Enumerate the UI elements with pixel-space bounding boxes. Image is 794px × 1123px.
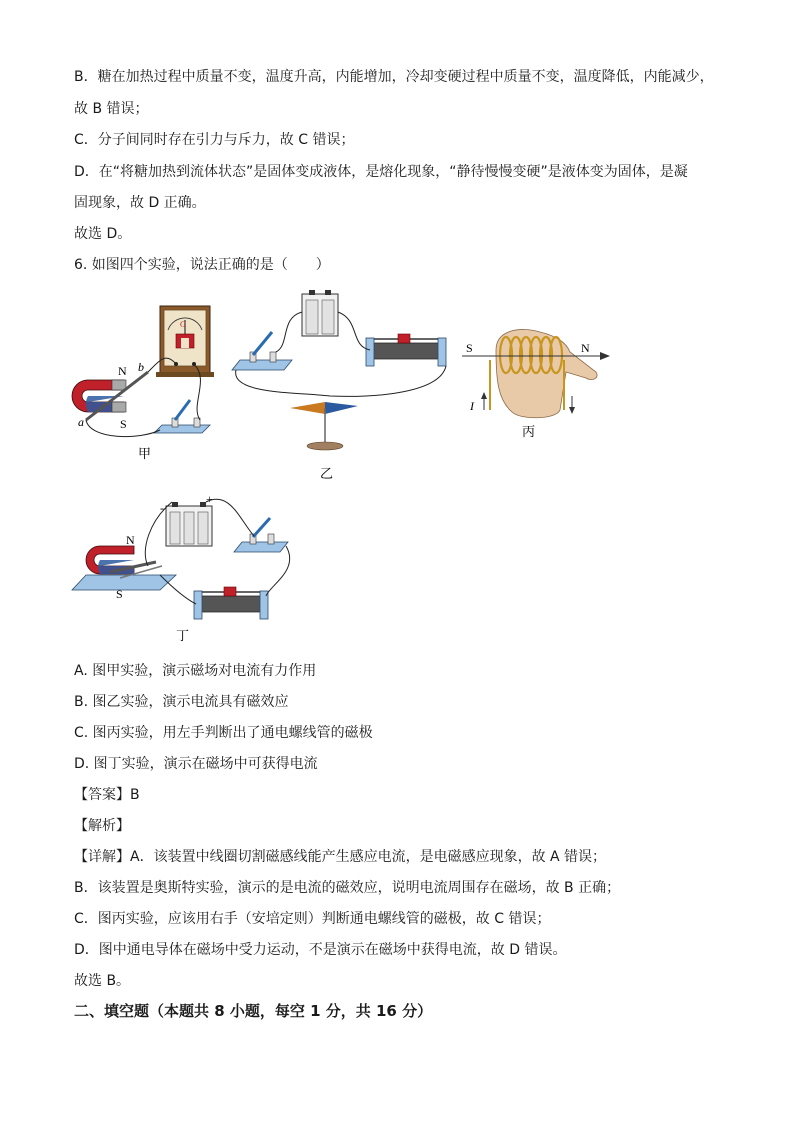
magnet-s-ding: S (116, 587, 123, 601)
answer-line: 【答案】B (74, 787, 140, 803)
magnet-n-ding: N (126, 533, 135, 547)
explanation-line-b-cont: 故 B 错误； (74, 101, 149, 117)
coil-s-pole: S (466, 341, 473, 355)
label-b: b (138, 360, 144, 374)
solenoid-coil (500, 337, 562, 373)
galvanometer-g-label: G (180, 320, 186, 329)
explanation-line-c: C．分子间同时存在引力与斥力，故 C 错误； (74, 132, 355, 148)
rheostat-yi (366, 334, 446, 366)
battery-minus: - (160, 501, 164, 515)
switch-yi (232, 332, 292, 370)
explanation-line-d-cont: 固现象，故 D 正确。 (74, 195, 206, 211)
detail-c: C．图丙实验，应该用右手（安培定则）判断通电螺线管的磁极，故 C 错误； (74, 911, 551, 927)
figure-ding (72, 492, 290, 643)
choice-line-d: 故选 D。 (74, 226, 132, 242)
question-stem: 6. 如图四个实验，说法正确的是（ ） (74, 257, 330, 273)
option-a: A. 图甲实验，演示磁场对电流有力作用 (74, 663, 317, 679)
detail-choice: 故选 B。 (74, 973, 131, 989)
magnet-s-jia: S (120, 417, 127, 431)
current-i-label: I (470, 399, 474, 413)
figure-jia (72, 306, 214, 461)
galvanometer (156, 306, 214, 377)
magnetic-needle (290, 402, 358, 450)
battery-ding (166, 502, 212, 546)
option-c: C. 图丙实验，用左手判断出了通电螺线管的磁极 (74, 725, 373, 741)
analysis-heading: 【解析】 (74, 818, 130, 834)
section-heading: 二、填空题（本题共 8 小题，每空 1 分，共 16 分） (74, 1002, 433, 1020)
figure-yi (232, 290, 446, 481)
label-jia: 甲 (138, 446, 152, 461)
detail-b: B．该装置是奥斯特实验，演示的是电流的磁效应，说明电流周围存在磁场，故 B 正确； (74, 880, 621, 896)
battery-plus: + (206, 492, 213, 506)
figure-bing (462, 329, 610, 439)
detail-d: D．图中通电导体在磁场中受力运动，不是演示在磁场中获得电流，故 D 错误。 (74, 942, 567, 958)
coil-n-pole: N (581, 341, 590, 355)
label-bing: 丙 (522, 424, 536, 439)
switch-jia (154, 400, 210, 433)
explanation-line-b: B．糖在加热过程中质量不变，温度升高，内能增加，冷却变硬过程中质量不变，温度降低，内能减少， (74, 69, 714, 85)
label-a: a (78, 415, 84, 429)
detail-a: 【详解】A．该装置中线圈切割磁感线能产生感应电流，是电磁感应现象，故 A 错误； (74, 849, 607, 865)
switch-ding (234, 518, 288, 552)
magnet-n-jia: N (118, 364, 127, 378)
label-ding: 丁 (176, 628, 190, 643)
rheostat-ding (194, 587, 268, 619)
explanation-line-d: D．在“将糖加热到流体状态”是固体变成液体，是熔化现象，“静待慢慢变硬”是液体变为固体，是凝 (74, 164, 688, 180)
battery-yi (302, 290, 338, 336)
label-yi: 乙 (320, 466, 334, 481)
option-b: B. 图乙实验，演示电流具有磁效应 (74, 694, 289, 710)
option-d: D. 图丁实验，演示在磁场中可获得电流 (74, 756, 318, 772)
